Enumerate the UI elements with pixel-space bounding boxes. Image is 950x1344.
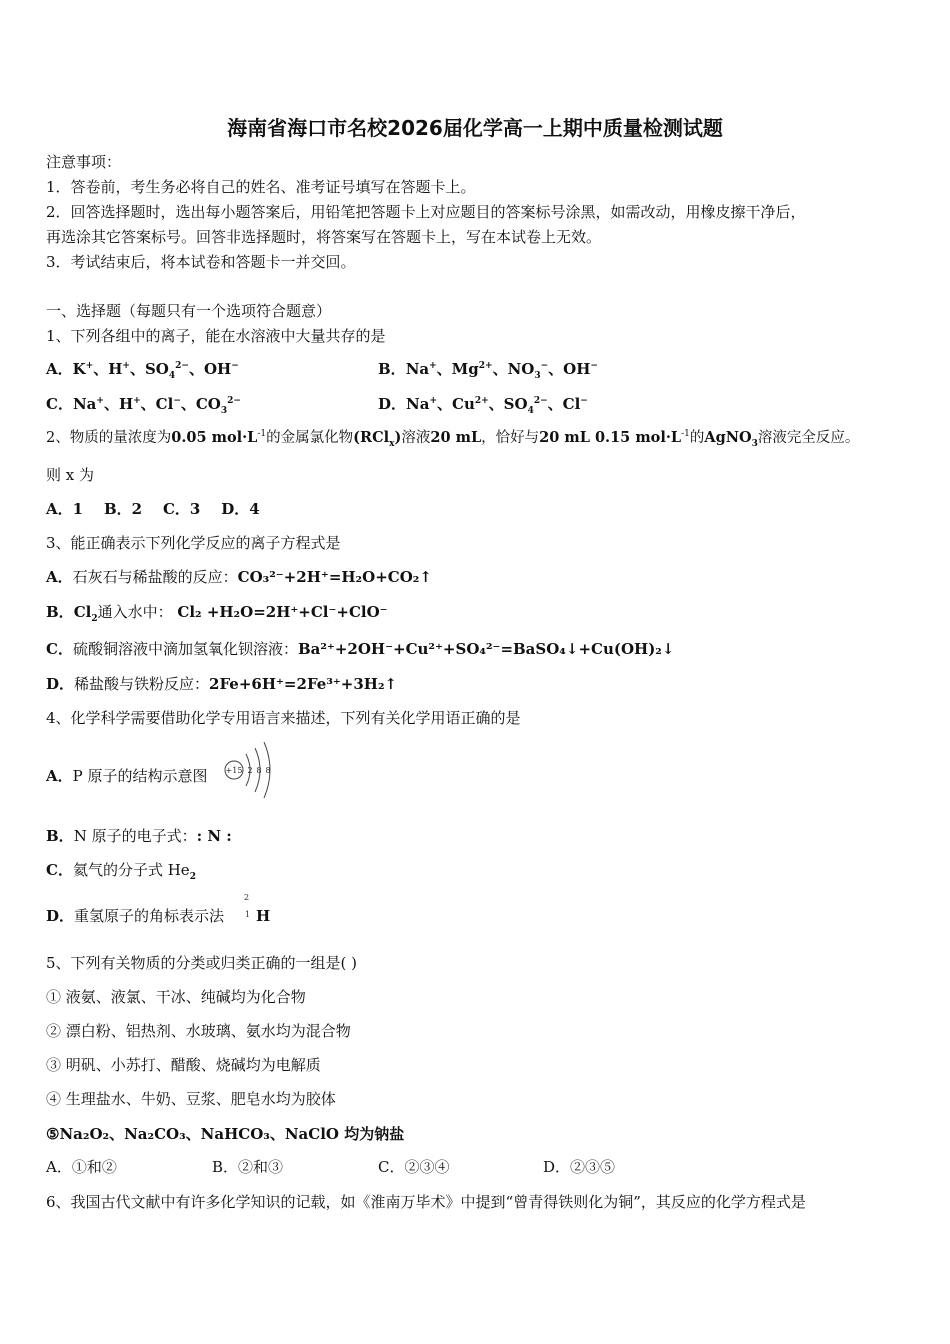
q4-option-c[interactable]: C．氦气的分子式 $He_2$ xyxy=(46,861,196,882)
q5-option-b[interactable]: B．②和③ xyxy=(212,1158,284,1176)
q1-stem: 1、下列各组中的离子，能在水溶液中大量共存的是 xyxy=(46,327,386,345)
q2-stem: 2、物质的量浓度为0.05 $mol\cdot L^{-1}$的金属氯化物(RCl$_x$)溶液20 mL，恰好与20 mL 0.15 $mol\cdot L^{-1}$的AgNO$_3$溶液完全反应。 xyxy=(46,429,860,449)
q2-stem-line2: 则 x 为 xyxy=(46,466,94,484)
atom-shell-2: 8 xyxy=(256,766,262,775)
atom-nucleus-label: +15 xyxy=(225,766,243,775)
atom-shell-3: 8 xyxy=(265,766,271,775)
q3-option-a[interactable]: A．石灰石与稀盐酸的反应：CO₃²⁻+2H⁺=H₂O+CO₂↑ xyxy=(46,568,432,586)
q4-stem: 4、化学科学需要借助化学专用语言来描述，下列有关化学用语正确的是 xyxy=(46,709,521,727)
q2-options[interactable]: A．1 B．2 C．3 D．4 xyxy=(46,500,260,518)
q5-item-4: ④ 生理盐水、牛奶、豆浆、肥皂水均为胶体 xyxy=(46,1090,336,1108)
q5-option-a[interactable]: A．①和② xyxy=(46,1158,117,1176)
q5-stem: 5、下列有关物质的分类或归类正确的一组是( ) xyxy=(46,954,358,972)
notice-item-1: 1．答卷前，考生务必将自己的姓名、准考证号填写在答题卡上。 xyxy=(46,178,476,196)
section-heading: 一、选择题（每题只有一个选项符合题意） xyxy=(46,302,332,320)
page-title: 海南省海口市名校2026届化学高一上期中质量检测试题 xyxy=(227,116,723,140)
q6-stem: 6、我国古代文献中有许多化学知识的记载，如《淮南万毕术》中提到“曾青得铁则化为铜”，其反应的化学方程式是 xyxy=(46,1193,806,1211)
q4-option-d[interactable]: D．重氢原子的角标表示法 xyxy=(46,907,225,925)
atom-shell-1: 2 xyxy=(247,766,253,775)
q4-option-b[interactable]: B．N 原子的电子式：: N : xyxy=(46,827,232,845)
atom-structure-diagram xyxy=(222,738,278,802)
q4-option-a[interactable]: A．P 原子的结构示意图 xyxy=(46,767,208,785)
isotope-symbol: H xyxy=(256,907,271,925)
q1-option-a[interactable]: A．K+、H+、$SO_4^{2-}$、OH− xyxy=(46,360,239,381)
q5-item-5: ⑤Na₂O₂、Na₂CO₃、NaHCO₃、NaClO 均为钠盐 xyxy=(46,1125,405,1143)
q5-item-1: ① 液氨、液氯、干冰、纯碱均为化合物 xyxy=(46,988,306,1006)
q3-stem: 3、能正确表示下列化学反应的离子方程式是 xyxy=(46,534,341,552)
q3-option-c[interactable]: C．硫酸铜溶液中滴加氢氧化钡溶液：Ba²⁺+2OH⁻+Cu²⁺+SO₄²⁻=BaSO₄↓+Cu(OH)₂↓ xyxy=(46,640,675,658)
q1-option-c[interactable]: C．Na+、H+、Cl−、$CO_3^{2-}$ xyxy=(46,395,241,416)
q5-item-2: ② 漂白粉、铝热剂、水玻璃、氨水均为混合物 xyxy=(46,1022,351,1040)
q5-option-c[interactable]: C．②③④ xyxy=(378,1158,450,1176)
notice-item-2: 2．回答选择题时，选出每小题答案后，用铅笔把答题卡上对应题目的答案标号涂黑，如需改动，用橡皮擦干净后， xyxy=(46,203,806,221)
q1-option-b[interactable]: B．Na+、$Mg^{2+}$、$NO_3^-$、OH− xyxy=(378,360,598,381)
isotope-mass-number: 2 xyxy=(244,893,250,902)
q5-option-d[interactable]: D．②③⑤ xyxy=(543,1158,616,1176)
q5-item-3: ③ 明矾、小苏打、醋酸、烧碱均为电解质 xyxy=(46,1056,321,1074)
notice-item-2-cont: 再选涂其它答案标号。回答非选择题时，将答案写在答题卡上，写在本试卷上无效。 xyxy=(46,228,602,246)
q3-option-b[interactable]: B．$Cl_2$通入水中： Cl₂ +H₂O=2H⁺+Cl⁻+ClO⁻ xyxy=(46,603,388,624)
q3-option-d[interactable]: D．稀盐酸与铁粉反应：2Fe+6H⁺=2Fe³⁺+3H₂↑ xyxy=(46,675,398,693)
q1-option-d[interactable]: D．Na+、$Cu^{2+}$、$SO_4^{2-}$、Cl− xyxy=(378,395,588,416)
notice-item-3: 3．考试结束后，将本试卷和答题卡一并交回。 xyxy=(46,253,356,271)
isotope-atomic-number: 1 xyxy=(245,910,251,919)
notice-heading: 注意事项： xyxy=(46,153,122,171)
